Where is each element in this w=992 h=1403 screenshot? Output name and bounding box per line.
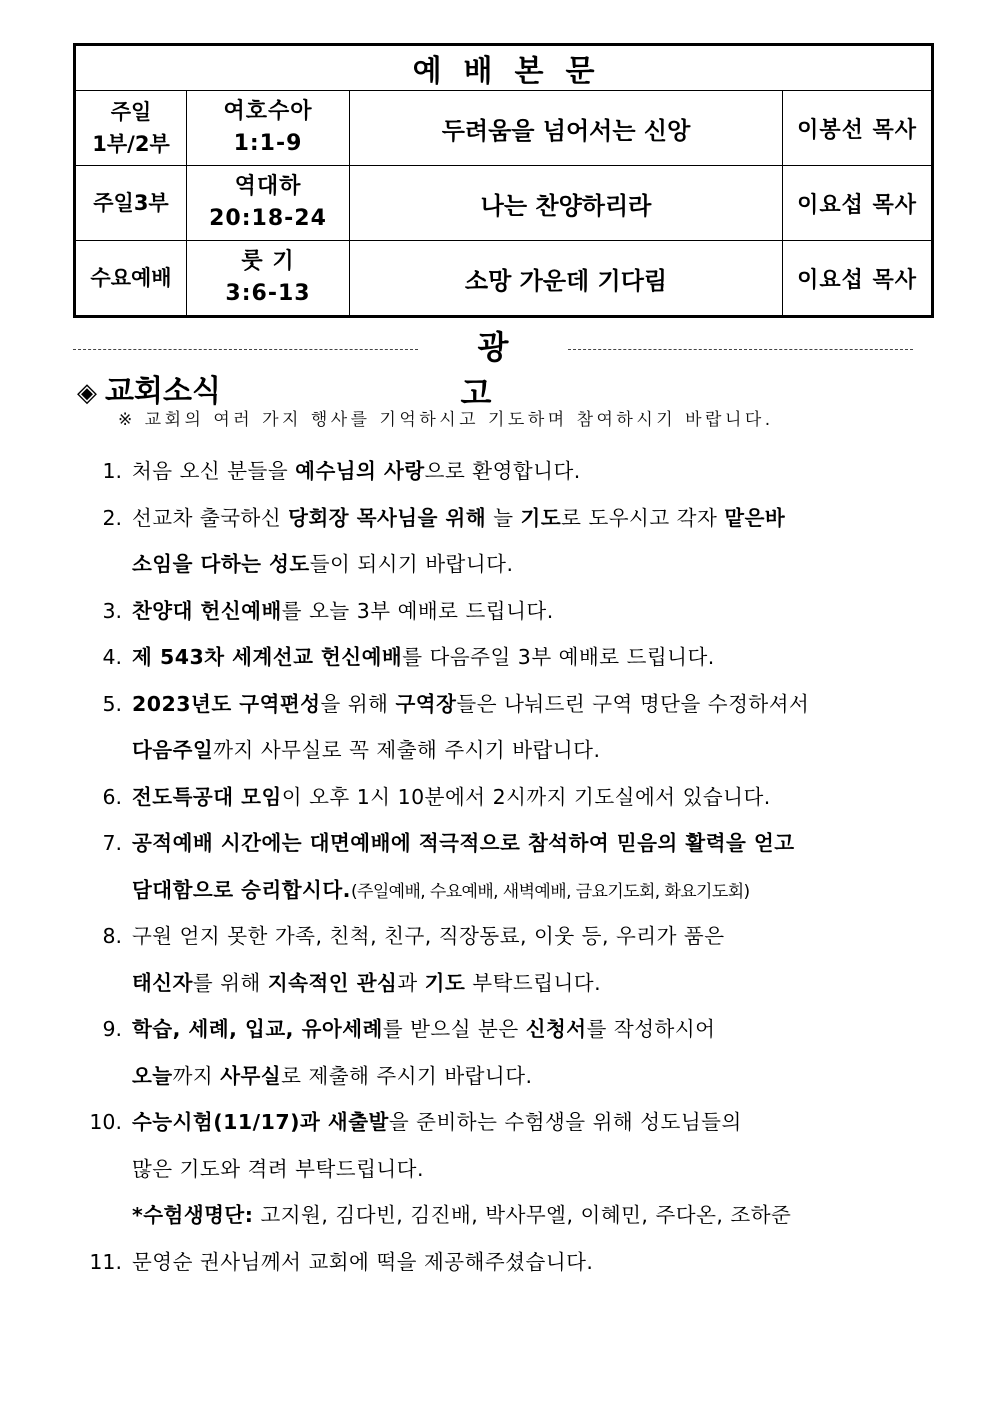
sermon-title: 나는 찬양하리라 bbox=[350, 166, 783, 241]
item-text: 전도특공대 모임이 오후 1시 10분에서 2시까지 기도실에서 있습니다. bbox=[132, 784, 771, 809]
list-item bbox=[70, 495, 860, 542]
divider-right bbox=[568, 349, 913, 350]
list-item bbox=[70, 448, 860, 495]
list-item bbox=[70, 774, 860, 821]
list-item-continuation bbox=[70, 1053, 860, 1100]
announcement-list bbox=[70, 448, 860, 1285]
item-number: 10. bbox=[89, 1110, 122, 1134]
item-text: 담대함으로 승리합시다.(주일예배, 수요예배, 새벽예배, 금요기도회, 화요기도회) bbox=[132, 877, 750, 902]
item-text: 공적예배 시간에는 대면예배에 적극적으로 참석하여 믿음의 활력을 얻고 bbox=[132, 831, 795, 855]
item-text: 다음주일까지 사무실로 꼭 제출해 주시기 바랍니다. bbox=[132, 738, 601, 762]
service-row bbox=[75, 166, 933, 241]
service-row bbox=[75, 91, 933, 166]
item-text: 수능시험(11/17)과 새출발을 준비하는 수험생을 위해 성도님들의 bbox=[132, 1110, 742, 1134]
sermon-title: 소망 가운데 기다림 bbox=[350, 241, 783, 317]
item-number: 4. bbox=[102, 645, 122, 669]
item-text: 많은 기도와 격려 부탁드립니다. bbox=[132, 1156, 425, 1181]
list-item-continuation bbox=[70, 1192, 860, 1239]
list-item bbox=[70, 1239, 860, 1286]
item-text: 선교차 출국하신 당회장 목사님을 위해 늘 기도로 도우시고 각자 맡은바 bbox=[132, 505, 786, 530]
scripture-ref: 룻 기 3:6-13 bbox=[187, 241, 350, 317]
service-row bbox=[75, 241, 933, 317]
item-text: 제 543차 세계선교 헌신예배를 다음주일 3부 예배로 드립니다. bbox=[132, 645, 715, 669]
item-text: 태신자를 위해 지속적인 관심과 기도 부탁드립니다. bbox=[132, 970, 602, 995]
diamond-bullet-icon: ◈ bbox=[77, 378, 97, 408]
item-text: 처음 오신 분들을 예수님의 사랑으로 환영합니다. bbox=[132, 459, 581, 483]
item-text: 오늘까지 사무실로 제출해 주시기 바랍니다. bbox=[132, 1063, 533, 1088]
list-item bbox=[70, 1099, 860, 1146]
item-text: 소임을 다하는 성도들이 되시기 바랍니다. bbox=[132, 552, 514, 576]
scripture-ref: 여호수아 1:1-9 bbox=[187, 91, 350, 166]
item-text: 문영순 권사님께서 교회에 떡을 제공해주셨습니다. bbox=[132, 1249, 594, 1274]
list-item-continuation bbox=[70, 960, 860, 1007]
divider-left bbox=[73, 349, 418, 350]
service-schedule bbox=[73, 43, 931, 318]
item-number: 7. bbox=[102, 831, 122, 855]
item-text: *수험생명단: 고지원, 김다빈, 김진배, 박사무엘, 이혜민, 주다온, 조하준 bbox=[132, 1203, 792, 1227]
list-item bbox=[70, 588, 860, 635]
service-name: 수요예배 bbox=[75, 241, 187, 317]
preacher: 이요섭 목사 bbox=[783, 241, 933, 317]
list-item-continuation bbox=[70, 727, 860, 774]
item-number: 1. bbox=[102, 459, 122, 483]
item-number: 2. bbox=[102, 505, 122, 530]
item-text: 2023년도 구역편성을 위해 구역장들은 나눠드린 구역 명단을 수정하셔서 bbox=[132, 691, 810, 716]
scripture-ref: 역대하 20:18-24 bbox=[187, 166, 350, 241]
item-number: 8. bbox=[102, 924, 122, 948]
preacher: 이요섭 목사 bbox=[783, 166, 933, 241]
list-item-continuation bbox=[70, 867, 860, 914]
sermon-title: 두려움을 넘어서는 신앙 bbox=[350, 91, 783, 166]
service-table-title: 예배본문 bbox=[75, 45, 933, 91]
section-title: 교회소식 bbox=[105, 374, 221, 409]
item-number: 5. bbox=[102, 691, 122, 716]
service-table bbox=[73, 43, 934, 318]
preacher: 이봉선 목사 bbox=[783, 91, 933, 166]
service-name: 주일 1부/2부 bbox=[75, 91, 187, 166]
ads-note: ※ 교회의 여러 가지 행사를 기억하시고 기도하며 참여하시기 바랍니다. bbox=[118, 410, 774, 430]
list-item-continuation bbox=[70, 541, 860, 588]
item-number: 6. bbox=[102, 784, 122, 809]
service-name: 주일3부 bbox=[75, 166, 187, 241]
ads-title: 광고 bbox=[460, 328, 543, 412]
list-item bbox=[70, 820, 860, 867]
list-item-continuation bbox=[70, 1146, 860, 1193]
item-text: 학습, 세례, 입교, 유아세례를 받으실 분은 신청서를 작성하시어 bbox=[132, 1017, 716, 1041]
item-number: 3. bbox=[102, 598, 122, 623]
list-item bbox=[70, 634, 860, 681]
list-item bbox=[70, 681, 860, 728]
item-number: 11. bbox=[89, 1249, 122, 1274]
list-item bbox=[70, 1006, 860, 1053]
item-number: 9. bbox=[102, 1017, 122, 1041]
section-heading bbox=[77, 366, 221, 410]
item-text: 찬양대 헌신예배를 오늘 3부 예배로 드립니다. bbox=[132, 598, 554, 623]
item-text: 구원 얻지 못한 가족, 친척, 친구, 직장동료, 이웃 등, 우리가 품은 bbox=[132, 924, 725, 948]
list-item bbox=[70, 913, 860, 960]
